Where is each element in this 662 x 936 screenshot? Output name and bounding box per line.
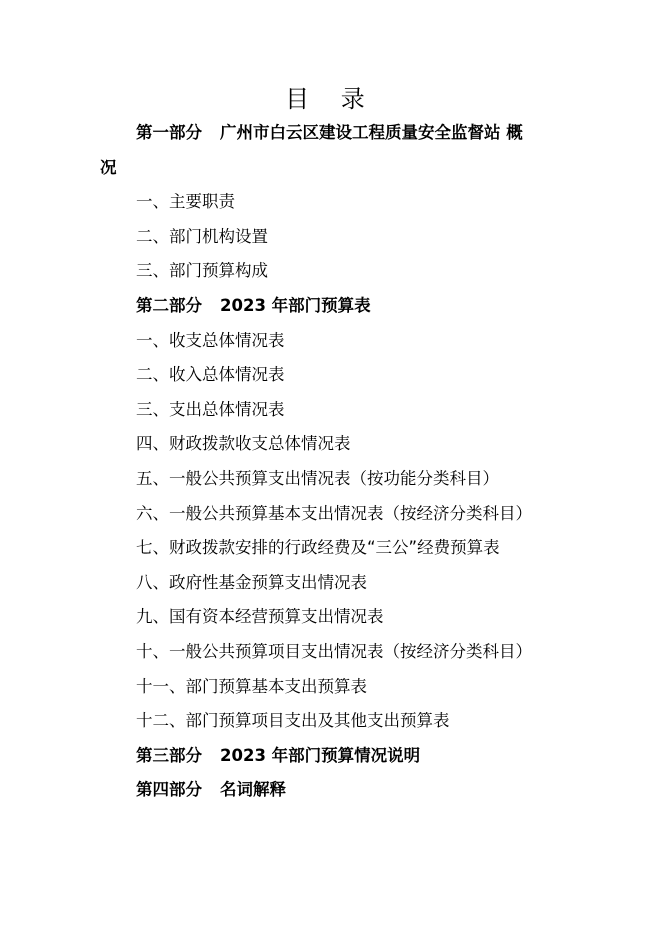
toc-item: 二、收入总体情况表 (136, 365, 285, 384)
part-1-heading (136, 123, 523, 143)
part-4-title: 名词解释 (220, 780, 286, 799)
toc-item: 十二、部门预算项目支出及其他支出预算表 (136, 711, 450, 730)
part-2-heading (136, 296, 371, 316)
toc-item: 七、财政拨款安排的行政经费及“三公”经费预算表 (136, 538, 500, 557)
part-2-title: 2023 年部门预算表 (220, 296, 371, 315)
toc-item: 二、部门机构设置 (136, 227, 268, 246)
part-3-title: 2023 年部门预算情况说明 (220, 746, 421, 765)
toc-item: 十、一般公共预算项目支出情况表（按经济分类科目） (136, 642, 532, 661)
toc-item: 十一、部门预算基本支出预算表 (136, 677, 367, 696)
part-4-label: 第四部分 (136, 780, 202, 799)
toc-item: 九、国有资本经营预算支出情况表 (136, 607, 384, 626)
part-1-label: 第一部分 (136, 123, 202, 142)
toc-item: 八、政府性基金预算支出情况表 (136, 573, 367, 592)
toc-item: 三、部门预算构成 (136, 261, 268, 280)
part-2-label: 第二部分 (136, 296, 202, 315)
toc-item: 一、主要职责 (136, 192, 235, 211)
toc-item: 六、一般公共预算基本支出情况表（按经济分类科目） (136, 504, 532, 523)
page-title: 目 录 (285, 85, 377, 113)
part-1-title-continued: 况 (100, 158, 117, 177)
toc-item: 五、一般公共预算支出情况表（按功能分类科目） (136, 469, 499, 488)
part-3-heading (136, 746, 420, 766)
toc-item: 四、财政拨款收支总体情况表 (136, 434, 351, 453)
part-4-heading (136, 780, 286, 800)
part-1-title: 广州市白云区建设工程质量安全监督站 概 (220, 123, 523, 142)
toc-item: 一、收支总体情况表 (136, 331, 285, 350)
part-3-label: 第三部分 (136, 746, 202, 765)
toc-item: 三、支出总体情况表 (136, 400, 285, 419)
